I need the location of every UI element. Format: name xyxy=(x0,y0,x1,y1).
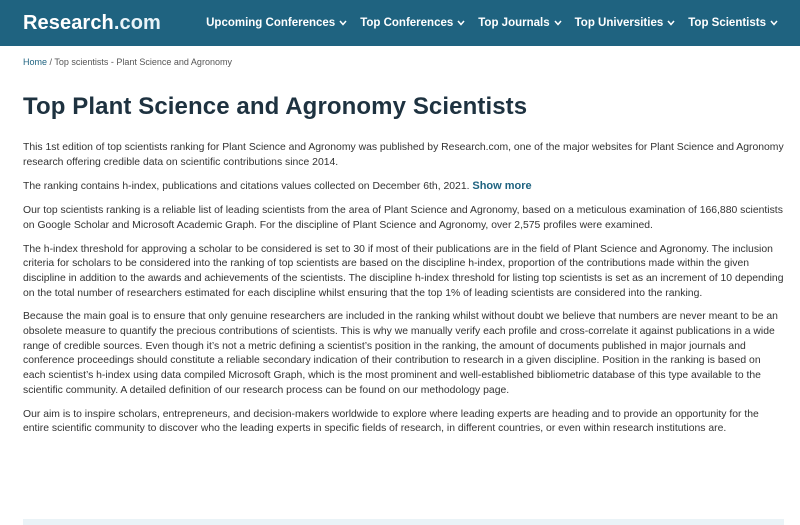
nav-label: Top Conferences xyxy=(360,17,454,29)
nav-label: Upcoming Conferences xyxy=(206,17,336,29)
logo-suffix: .com xyxy=(113,11,161,34)
nav-label: Top Scientists xyxy=(688,17,766,29)
nav-top-journals[interactable] xyxy=(478,17,561,29)
nav-label: Top Journals xyxy=(478,17,550,29)
chevron-down-icon xyxy=(339,20,347,26)
intro-paragraph: This 1st edition of top scientists ranking for Plant Science and Agronomy was published by Research.com, one of the major websites for Plant Science and Agronomy research offering credible data on scientific contributions since 2014. xyxy=(23,142,784,168)
main-content xyxy=(0,57,800,437)
ranking-description-paragraph: Our top scientists ranking is a reliable list of leading scientists from the area of Plant Science and Agronomy, based on a meticulous examination of 166,880 scientists on Google Scholar and Microsoft Academic Graph. For the discipline of Plant Science and Agronomy, over 2,575 profiles were examined. xyxy=(23,205,783,231)
top-navigation-bar xyxy=(0,0,800,46)
nav-top-universities[interactable] xyxy=(575,17,676,29)
breadcrumb-current: Top scientists - Plant Science and Agronomy xyxy=(54,57,232,67)
show-more-link[interactable]: Show more xyxy=(472,180,532,193)
nav-upcoming-conferences[interactable] xyxy=(206,17,347,29)
nav-top-conferences[interactable] xyxy=(360,17,465,29)
breadcrumb xyxy=(23,57,784,67)
chevron-down-icon xyxy=(457,20,465,26)
h-index-threshold-paragraph: The h-index threshold for approving a scholar to be considered is set to 30 if most of their publications are in the field of Plant Science and Agronomy. The inclusion criteria for scholars to be considered into the ranking of top scientists are based on the discipline h-index, proportion of the contributions made within the given discipline in addition to the awards and achievements of the scientists. The discipline h-index threshold for listing top scientists is set as an increment of 10 depending on the total number of researchers estimated for each discipline whilst ensuring that the top 1% of leading scientists are considered into the ranking. xyxy=(23,243,784,299)
verification-paragraph: Because the main goal is to ensure that only genuine researchers are included in the ranking whilst without doubt we believe that numbers are never meant to be an obsolete measure to quantify the precious contributions of scientists. This is why we manually verify each profile and cross-correlate it against publications in a wide range of credible sources. Even though it’s not a metric defining a scientist’s position in the ranking, the amount of documents published in major journals and conference proceedings should constitute a reliable secondary indication of their contribution to research in a given discipline. Position in the ranking is based on each scientist’s h-index using data compiled Microsoft Graph, which is the most prominent and well-established bibliometric database of this type available to the scientific community. A detailed definition of our research process can be found on our methodology page. xyxy=(23,311,778,396)
ranking-date-text: The ranking contains h-index, publications and citations values collected on December 6th, 2021. xyxy=(23,181,473,193)
chevron-down-icon xyxy=(554,20,562,26)
nav-label: Top Universities xyxy=(574,17,664,29)
breadcrumb-separator: / xyxy=(47,57,55,67)
site-logo[interactable] xyxy=(23,12,161,35)
ranking-date-paragraph xyxy=(23,179,784,195)
breadcrumb-home-link[interactable]: Home xyxy=(23,57,48,67)
chevron-down-icon xyxy=(770,20,778,26)
page-title: Top Plant Science and Agronomy Scientists xyxy=(23,93,528,120)
logo-main: Research xyxy=(23,11,114,34)
next-section-panel xyxy=(23,519,784,525)
main-nav xyxy=(193,17,778,29)
nav-top-scientists[interactable] xyxy=(688,17,778,29)
aim-paragraph: Our aim is to inspire scholars, entrepreneurs, and decision-makers worldwide to explore where leading experts are heading and to provide an opportunity for the entire scientific community to discover who the leading experts in specific fields of research, in different countries, or even within research institutions are. xyxy=(23,408,759,435)
chevron-down-icon xyxy=(667,20,675,26)
